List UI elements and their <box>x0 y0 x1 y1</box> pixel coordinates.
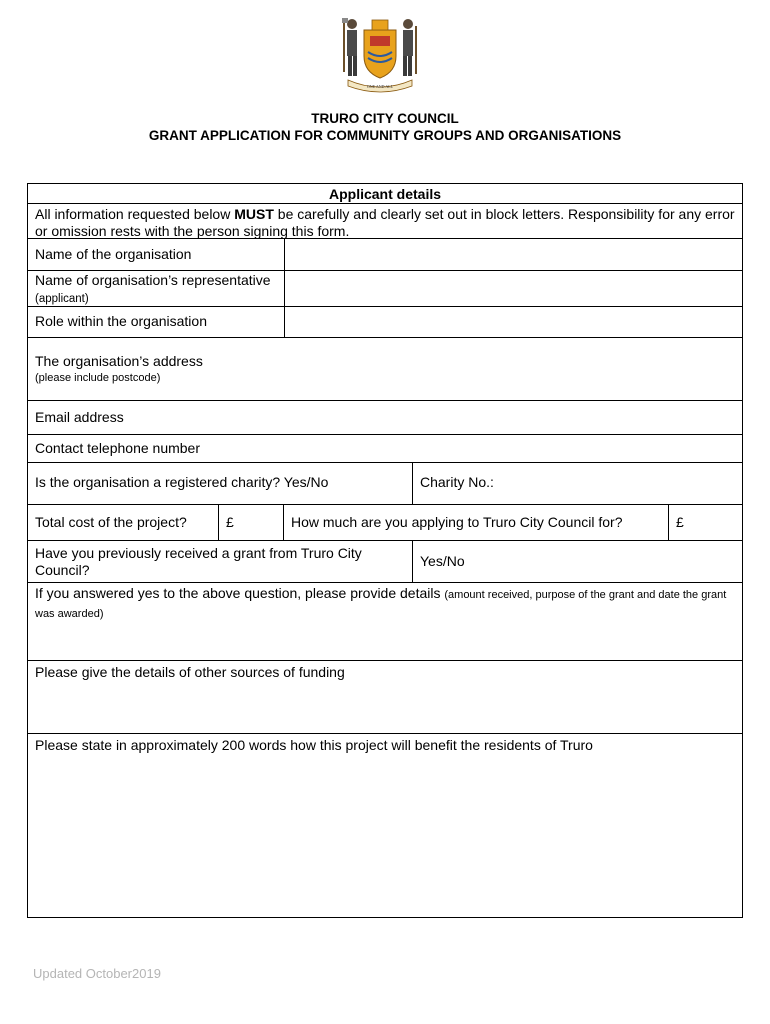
crest-shield <box>364 20 396 78</box>
section-title-row <box>28 184 742 204</box>
address-note: (please include postcode) <box>35 372 161 384</box>
org-name-row <box>28 239 742 271</box>
charity-question[interactable]: Is the organisation a registered charity? Yes/No <box>35 474 329 490</box>
representative-row <box>28 271 742 307</box>
truro-coat-of-arms-logo <box>330 12 430 96</box>
previous-grant-details-field[interactable] <box>28 583 742 660</box>
representative-label: Name of organisation’s representative (applicant) <box>35 272 271 305</box>
form-title: GRANT APPLICATION FOR COMMUNITY GROUPS AND ORGANISATIONS <box>148 128 622 143</box>
address-field[interactable] <box>28 338 742 400</box>
role-row <box>28 307 742 338</box>
representative-field[interactable] <box>284 271 742 306</box>
email-row[interactable] <box>28 401 742 435</box>
document-title <box>0 110 770 144</box>
section-title: Applicant details <box>328 186 442 202</box>
org-name-field[interactable] <box>284 239 742 270</box>
left-supporter-figure <box>342 18 357 76</box>
must-emphasis: MUST <box>234 206 274 222</box>
total-cost-field[interactable]: £ <box>218 505 283 540</box>
right-supporter-figure <box>403 19 416 76</box>
email-field[interactable]: Email address <box>35 409 124 425</box>
previous-grant-details-row[interactable] <box>28 583 742 661</box>
crest-motto-scroll <box>348 80 412 92</box>
benefit-field[interactable]: Please state in approximately 200 words how this project will benefit the residents of Truro <box>35 737 593 753</box>
address-label: The organisation’s address <box>35 353 203 369</box>
representative-note: (applicant) <box>35 293 89 305</box>
application-form-table <box>27 183 743 918</box>
previous-grant-row <box>28 541 742 583</box>
intro-text: All information requested below MUST be carefully and clearly set out in block letters. Responsibility for any error or omission rests with the person signing this form. <box>35 206 735 239</box>
charity-number-field[interactable]: Charity No.: <box>412 463 742 504</box>
phone-row[interactable] <box>28 435 742 463</box>
other-funding-row[interactable] <box>28 661 742 734</box>
role-field[interactable] <box>284 307 742 337</box>
svg-text:ONE AND ALL: ONE AND ALL <box>366 84 394 89</box>
updated-footer: Updated October2019 <box>33 966 161 981</box>
details-label: If you answered yes to the above question, please provide details <box>35 585 441 601</box>
benefit-row[interactable] <box>28 734 742 917</box>
previous-grant-question: Have you previously received a grant from Truro City Council? <box>35 545 362 578</box>
role-label: Role within the organisation <box>35 313 207 329</box>
intro-row <box>28 204 742 239</box>
phone-field[interactable]: Contact telephone number <box>35 440 200 456</box>
previous-grant-answer[interactable]: Yes/No <box>412 541 742 582</box>
details-note: (amount received, purpose of the grant and date the grant was awarded) <box>35 589 727 620</box>
costs-row <box>28 505 742 541</box>
org-name-label: Name of the organisation <box>35 246 192 262</box>
applying-amount-field[interactable]: £ <box>668 505 742 540</box>
address-row[interactable] <box>28 338 742 401</box>
charity-row <box>28 463 742 505</box>
other-funding-field[interactable]: Please give the details of other sources of funding <box>35 664 345 680</box>
applying-amount-label: How much are you applying to Truro City Council for? <box>283 505 668 540</box>
council-name: TRURO CITY COUNCIL <box>311 111 459 126</box>
total-cost-label: Total cost of the project? <box>35 514 187 530</box>
